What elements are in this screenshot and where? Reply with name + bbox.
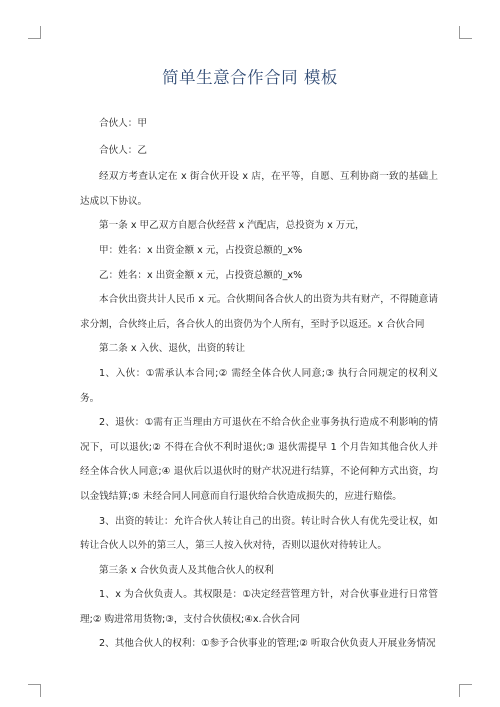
party-b-line: 合伙人：乙	[99, 144, 147, 156]
crop-mark-bottom-left	[28, 684, 41, 697]
transfer-clause: 3、出资的转让：允许合伙人转让自己的出资。转让时合伙人有优先受让权，如转让合伙人以外的第三人，第三人按入伙对待，否则以退伙对待转让人。	[80, 515, 438, 552]
document-title: 简单生意合作合同 模板	[162, 68, 338, 87]
party-b-investment: 乙：姓名：x 出资金额 x 元，占投资总额的_x%	[99, 269, 303, 281]
partner-rights-clause: 2、其他合伙人的权利：①参予合伙事业的管理;② 听取合伙负责人开展业务情况	[99, 638, 436, 650]
manager-clause: 1、x 为合伙负责人。其权限是：①决定经营管理方针，对合伙事业进行日常管理;② 购进常用货物;③，支付合伙债权;④x.合伙合同	[80, 589, 438, 625]
article-3-heading: 第三条 x 合伙负责人及其他合伙人的权利	[99, 564, 274, 576]
preamble-paragraph: 经双方考查认定在 x 街合伙开设 x 店，在平等，自愿、互利协商一致的基础上达成以下协议。	[80, 171, 438, 207]
article-1-heading: 第一条 x 甲乙双方自愿合伙经营 x 汽配店，总投资为 x 万元，	[99, 220, 365, 232]
capital-paragraph: 本合伙出资共计人民币 x 元。合伙期间各合伙人的出资为共有财产，不得随意请求分割，合伙终止后，各合伙人的出资仍为个人所有，至时予以返还。x 合伙合同	[80, 294, 438, 330]
withdrawal-clause: 2、退伙：①需有正当理由方可退伙在不给合伙企业事务执行造成不利影响的情况下，可以退伙;② 不得在合伙不利时退伙;③ 退伙需提早 1 个月告知其他合伙人并经全体合伙人同意;④ 退伙后以退伙时的财产状况进行结算，不论何种方式出资，均以金钱结算;⑤ 未经合同人同意而自行退伙给合伙造成损失的，应进行赔偿。	[80, 417, 438, 502]
crop-mark-top-right	[459, 26, 472, 39]
article-2-heading: 第二条 x 入伙、退伙，出资的转让	[99, 343, 246, 355]
document-body	[80, 112, 438, 657]
crop-mark-bottom-right	[459, 684, 472, 697]
joining-clause: 1、入伙：①需承认本合同;② 需经全体合伙人同意;③ 执行合同规定的权利义务。	[80, 367, 438, 404]
party-a-investment: 甲：姓名：x 出资金额 x 元，占投资总额的_x%	[99, 244, 303, 256]
crop-mark-top-left	[28, 26, 41, 39]
party-a-line: 合伙人：甲	[99, 118, 147, 129]
